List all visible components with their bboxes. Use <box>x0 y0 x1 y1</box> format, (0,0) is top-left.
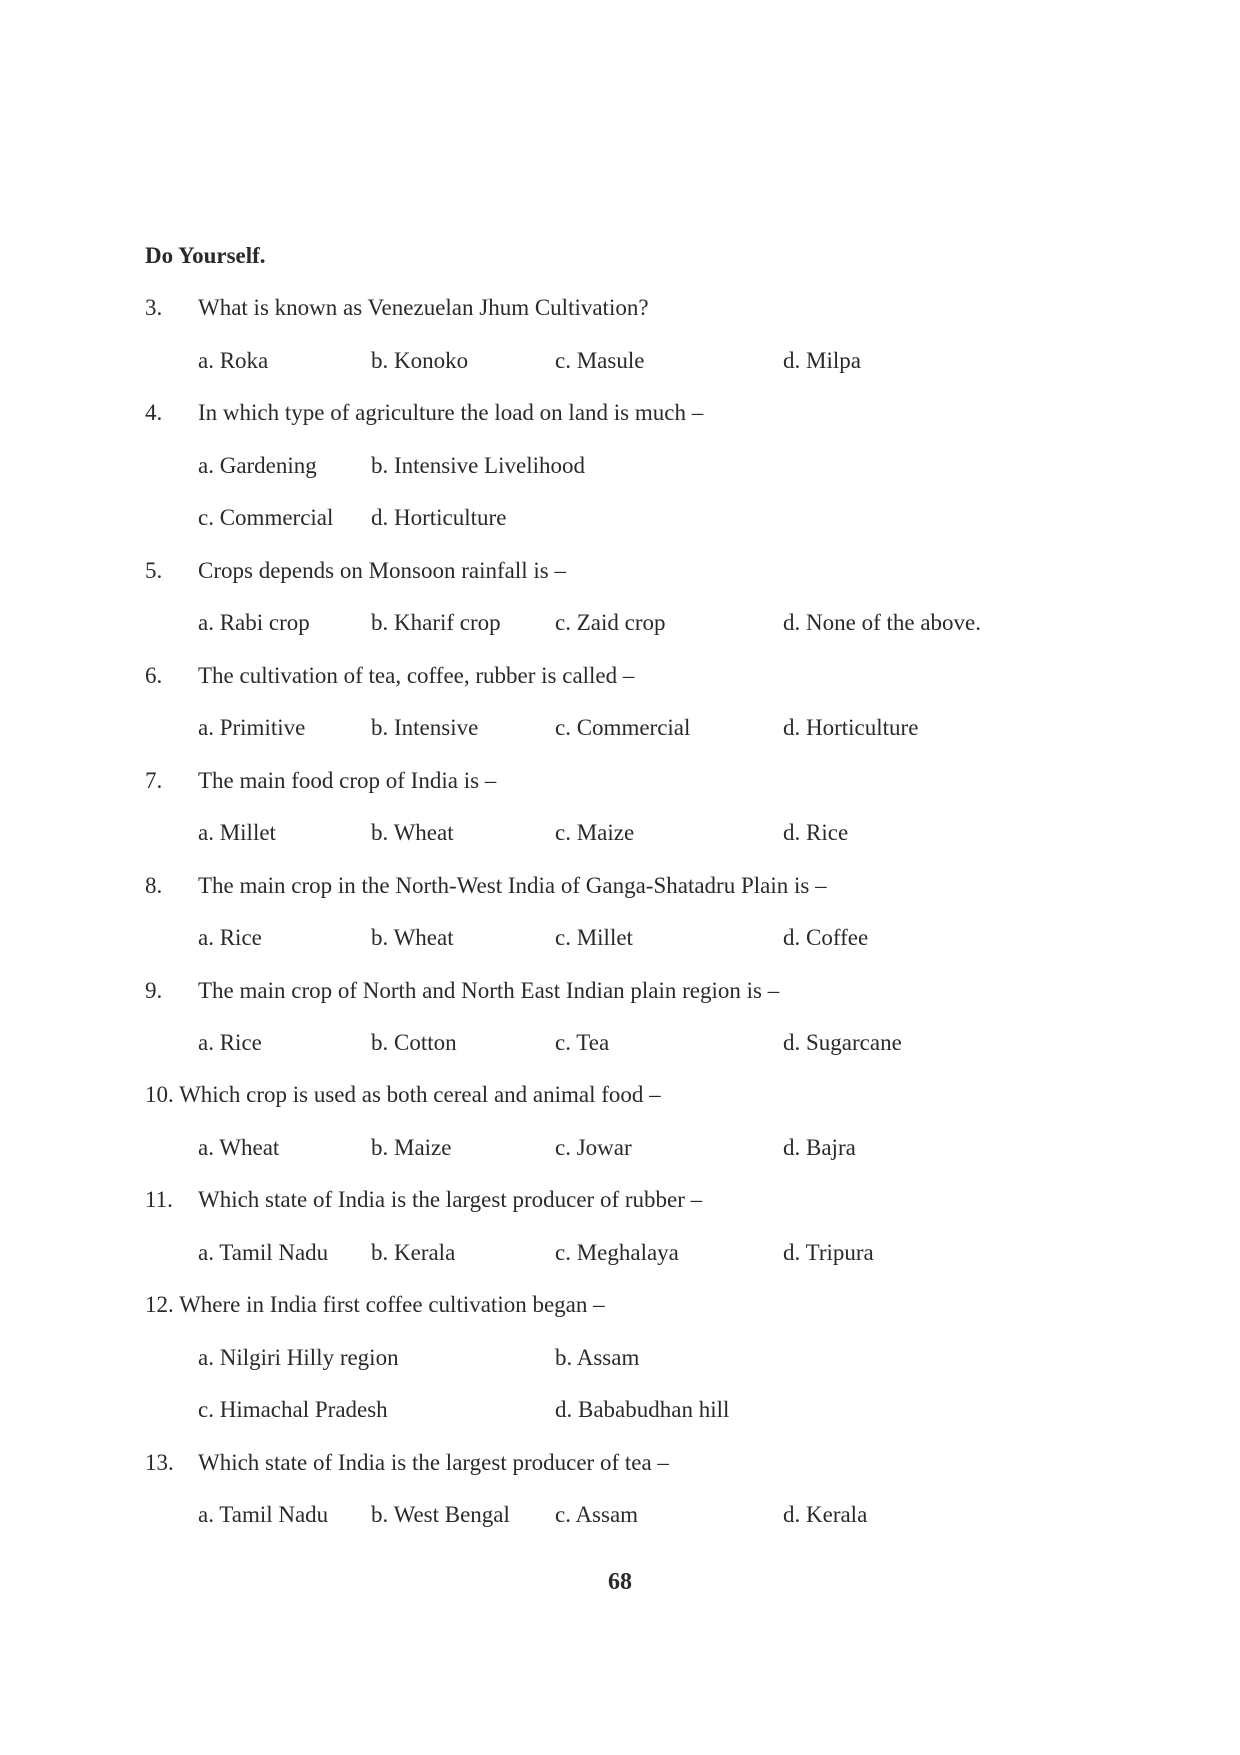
question-number: 5. <box>145 558 163 583</box>
question-row <box>0 555 1240 587</box>
option-a: a. Tamil Nadu <box>198 1502 329 1527</box>
option-b: b. Kerala <box>371 1240 456 1265</box>
options-row <box>0 1342 1240 1374</box>
option-a: a. Tamil Nadu <box>198 1240 329 1265</box>
options-row <box>0 1499 1240 1531</box>
option-b: b. Wheat <box>371 925 454 950</box>
option-b: b. Assam <box>555 1345 640 1370</box>
option-a: a. Roka <box>198 348 269 373</box>
option-c: c. Commercial <box>555 715 691 740</box>
question-text: Which state of India is the largest producer of tea – <box>198 1450 669 1475</box>
option-a: a. Wheat <box>198 1135 280 1160</box>
question-number: 8. <box>145 873 163 898</box>
option-d: d. Kerala <box>783 1502 868 1527</box>
option-c: c. Zaid crop <box>555 610 666 635</box>
question-row <box>0 292 1240 324</box>
option-d: d. Bababudhan hill <box>555 1397 730 1422</box>
option-d: d. Tripura <box>783 1240 874 1265</box>
option-c: c. Jowar <box>555 1135 632 1160</box>
option-d: d. Milpa <box>783 348 861 373</box>
option-b: b. Kharif crop <box>371 610 501 635</box>
options-row <box>0 922 1240 954</box>
question-text: Which state of India is the largest producer of rubber – <box>198 1187 703 1212</box>
option-c: c. Millet <box>555 925 633 950</box>
question-text: 10. Which crop is used as both cereal and animal food – <box>145 1082 661 1107</box>
question-row <box>0 1447 1240 1479</box>
options-row <box>0 712 1240 744</box>
option-c: c. Masule <box>555 348 645 373</box>
question-number: 11. <box>145 1187 173 1212</box>
heading-row <box>0 240 1240 272</box>
question-number: 9. <box>145 978 163 1003</box>
options-row <box>0 1027 1240 1059</box>
question-row <box>0 397 1240 429</box>
question-row <box>0 975 1240 1007</box>
option-b: b. Intensive Livelihood <box>371 453 585 478</box>
option-d: d. None of the above. <box>783 610 981 635</box>
question-text: In which type of agriculture the load on land is much – <box>198 400 704 425</box>
question-text: 12. Where in India first coffee cultivation began – <box>145 1292 605 1317</box>
option-a: a. Primitive <box>198 715 306 740</box>
option-c: c. Maize <box>555 820 635 845</box>
option-a: a. Millet <box>198 820 276 845</box>
option-b: b. Maize <box>371 1135 452 1160</box>
option-a: a. Rice <box>198 925 262 950</box>
question-number: 3. <box>145 295 163 320</box>
option-b: b. Intensive <box>371 715 479 740</box>
question-row <box>0 660 1240 692</box>
option-b: b. Konoko <box>371 348 469 373</box>
question-row <box>0 1079 1240 1111</box>
question-text: The main crop in the North-West India of Ganga-Shatadru Plain is – <box>198 873 827 898</box>
option-a: a. Rice <box>198 1030 262 1055</box>
question-text: Crops depends on Monsoon rainfall is – <box>198 558 566 583</box>
options-row <box>0 1394 1240 1426</box>
question-text: The main food crop of India is – <box>198 768 497 793</box>
question-row <box>0 765 1240 797</box>
question-number: 4. <box>145 400 163 425</box>
option-b: b. Wheat <box>371 820 454 845</box>
option-b: b. West Bengal <box>371 1502 510 1527</box>
question-text: What is known as Venezuelan Jhum Cultivation? <box>198 295 649 320</box>
question-text: The cultivation of tea, coffee, rubber is called – <box>198 663 635 688</box>
options-row <box>0 607 1240 639</box>
options-row <box>0 345 1240 377</box>
option-d: d. Rice <box>783 820 849 845</box>
option-d: d. Bajra <box>783 1135 856 1160</box>
option-c: c. Assam <box>555 1502 639 1527</box>
question-text: The main crop of North and North East Indian plain region is – <box>198 978 780 1003</box>
option-d: d. Horticulture <box>783 715 919 740</box>
question-number: 6. <box>145 663 163 688</box>
option-d: d. Horticulture <box>371 505 507 530</box>
option-c: c. Himachal Pradesh <box>198 1397 388 1422</box>
option-a: a. Rabi crop <box>198 610 310 635</box>
options-row <box>0 1132 1240 1164</box>
question-number: 7. <box>145 768 163 793</box>
option-d: d. Sugarcane <box>783 1030 902 1055</box>
options-row <box>0 502 1240 534</box>
option-b: b. Cotton <box>371 1030 457 1055</box>
option-d: d. Coffee <box>783 925 869 950</box>
options-row <box>0 450 1240 482</box>
question-row <box>0 870 1240 902</box>
option-c: c. Commercial <box>198 505 334 530</box>
question-row <box>0 1289 1240 1321</box>
option-c: c. Meghalaya <box>555 1240 679 1265</box>
options-row <box>0 1237 1240 1269</box>
option-c: c. Tea <box>555 1030 610 1055</box>
section-heading: Do Yourself. <box>145 243 266 268</box>
question-row <box>0 1184 1240 1216</box>
options-row <box>0 817 1240 849</box>
question-number: 13. <box>145 1450 174 1475</box>
option-a: a. Gardening <box>198 453 317 478</box>
option-a: a. Nilgiri Hilly region <box>198 1345 399 1370</box>
page-number: 68 <box>608 1569 632 1595</box>
